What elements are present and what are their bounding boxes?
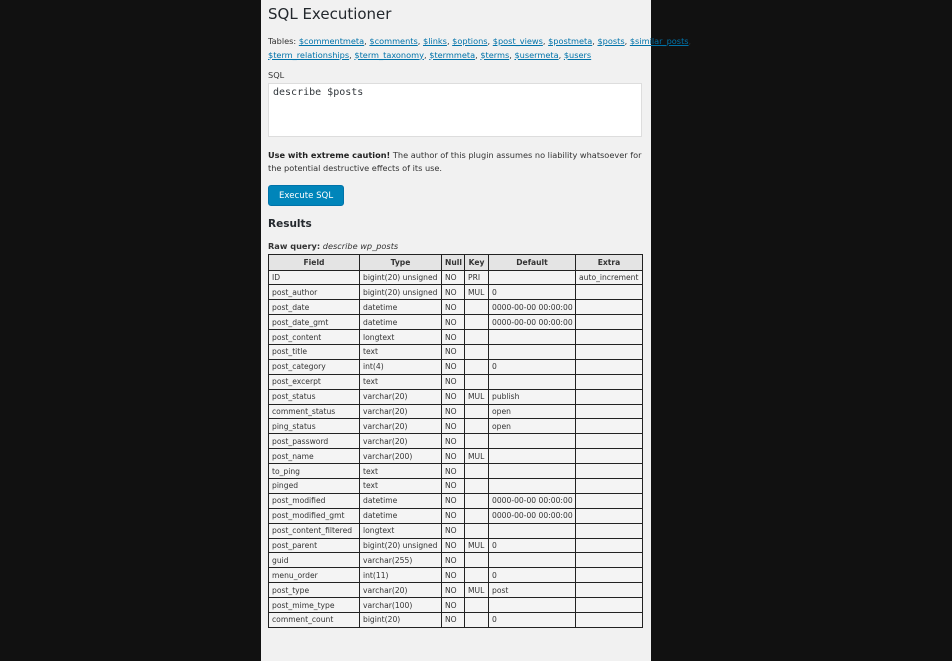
- table-cell: auto_increment: [576, 270, 643, 285]
- table-link[interactable]: $usermeta: [514, 49, 559, 60]
- table-cell: ping_status: [269, 419, 360, 434]
- table-cell: varchar(100): [360, 598, 442, 613]
- table-cell: MUL: [465, 449, 489, 464]
- table-link[interactable]: $users: [563, 49, 592, 60]
- table-cell: [576, 568, 643, 583]
- table-cell: NO: [442, 434, 465, 449]
- table-cell: post_modified_gmt: [269, 508, 360, 523]
- table-row: [269, 285, 643, 300]
- results-body: [269, 270, 643, 627]
- raw-query-value: describe wp_posts: [322, 241, 399, 251]
- table-cell: [465, 404, 489, 419]
- table-cell: [576, 612, 643, 627]
- column-header: Extra: [576, 255, 643, 271]
- table-cell: varchar(200): [360, 449, 442, 464]
- results-header-row: [269, 255, 643, 271]
- table-cell: NO: [442, 330, 465, 345]
- table-cell: varchar(20): [360, 404, 442, 419]
- table-cell: NO: [442, 553, 465, 568]
- column-header: Null: [442, 255, 465, 271]
- table-cell: NO: [442, 344, 465, 359]
- table-cell: MUL: [465, 285, 489, 300]
- table-cell: NO: [442, 523, 465, 538]
- table-cell: [465, 493, 489, 508]
- table-cell: [576, 449, 643, 464]
- table-cell: longtext: [360, 330, 442, 345]
- table-cell: post_title: [269, 344, 360, 359]
- table-cell: datetime: [360, 315, 442, 330]
- table-link[interactable]: $term_taxonomy: [354, 49, 424, 60]
- table-cell: varchar(20): [360, 419, 442, 434]
- table-cell: [576, 344, 643, 359]
- table-link[interactable]: $post_views: [492, 36, 543, 46]
- table-row: [269, 270, 643, 285]
- table-cell: datetime: [360, 300, 442, 315]
- table-cell: varchar(20): [360, 583, 442, 598]
- table-cell: [465, 612, 489, 627]
- table-cell: 0000-00-00 00:00:00: [489, 493, 576, 508]
- table-cell: comment_status: [269, 404, 360, 419]
- results-heading: Results: [268, 218, 312, 230]
- table-row: [269, 583, 643, 598]
- table-cell: 0000-00-00 00:00:00: [489, 315, 576, 330]
- table-cell: MUL: [465, 538, 489, 553]
- table-row: [269, 419, 643, 434]
- table-row: [269, 523, 643, 538]
- table-cell: [576, 508, 643, 523]
- table-cell: [576, 419, 643, 434]
- table-cell: int(4): [360, 359, 442, 374]
- column-header: Type: [360, 255, 442, 271]
- table-row: [269, 315, 643, 330]
- table-cell: [465, 315, 489, 330]
- table-cell: text: [360, 344, 442, 359]
- table-cell: post_content_filtered: [269, 523, 360, 538]
- table-links: [268, 36, 691, 60]
- table-cell: NO: [442, 612, 465, 627]
- table-row: [269, 330, 643, 345]
- table-link-separator: ,: [509, 49, 515, 60]
- table-cell: text: [360, 464, 442, 479]
- table-cell: datetime: [360, 493, 442, 508]
- table-cell: MUL: [465, 389, 489, 404]
- table-link[interactable]: $similar_posts: [629, 36, 689, 46]
- table-cell: [465, 434, 489, 449]
- table-link-separator: ,: [423, 49, 430, 60]
- table-cell: varchar(255): [360, 553, 442, 568]
- table-cell: post_password: [269, 434, 360, 449]
- table-row: [269, 553, 643, 568]
- table-cell: NO: [442, 478, 465, 493]
- table-cell: NO: [442, 464, 465, 479]
- table-cell: post_name: [269, 449, 360, 464]
- table-link-separator: ,: [349, 49, 355, 60]
- tables-prefix: Tables:: [268, 36, 297, 46]
- table-cell: [489, 598, 576, 613]
- table-cell: post_type: [269, 583, 360, 598]
- table-cell: post_date: [269, 300, 360, 315]
- table-row: [269, 449, 643, 464]
- table-row: [269, 389, 643, 404]
- table-cell: [489, 449, 576, 464]
- table-cell: bigint(20) unsigned: [360, 538, 442, 553]
- column-header: Field: [269, 255, 360, 271]
- table-cell: NO: [442, 404, 465, 419]
- table-cell: [489, 464, 576, 479]
- table-cell: [465, 598, 489, 613]
- table-cell: PRI: [465, 270, 489, 285]
- caution-text: The author of this plugin assumes no liability whatsoever for the potential destructive effects of its use.: [268, 150, 642, 173]
- table-cell: NO: [442, 419, 465, 434]
- table-cell: [489, 434, 576, 449]
- table-row: [269, 344, 643, 359]
- table-cell: [465, 508, 489, 523]
- table-row: [269, 508, 643, 523]
- caution-notice: [268, 149, 643, 175]
- table-cell: post: [489, 583, 576, 598]
- table-cell: [576, 553, 643, 568]
- raw-query-label: Raw query:: [268, 241, 321, 251]
- table-cell: to_ping: [269, 464, 360, 479]
- table-cell: [465, 568, 489, 583]
- table-cell: [576, 493, 643, 508]
- table-cell: NO: [442, 374, 465, 389]
- table-link-separator: ,: [487, 36, 493, 46]
- table-link[interactable]: $postmeta: [548, 36, 593, 46]
- table-cell: [489, 270, 576, 285]
- sql-label: SQL: [268, 70, 285, 80]
- table-cell: [576, 434, 643, 449]
- table-cell: bigint(20): [360, 612, 442, 627]
- table-cell: [576, 300, 643, 315]
- table-link-separator: ,: [475, 49, 481, 60]
- table-cell: MUL: [465, 583, 489, 598]
- table-cell: [465, 523, 489, 538]
- table-link[interactable]: $posts: [597, 36, 625, 46]
- table-cell: [576, 523, 643, 538]
- table-cell: bigint(20) unsigned: [360, 270, 442, 285]
- table-link-separator: ,: [688, 36, 692, 46]
- table-cell: [489, 553, 576, 568]
- page-title: SQL Executioner: [268, 5, 392, 23]
- results-table: [268, 254, 643, 628]
- table-cell: post_category: [269, 359, 360, 374]
- table-cell: [576, 538, 643, 553]
- table-row: [269, 478, 643, 493]
- table-cell: post_mime_type: [269, 598, 360, 613]
- table-cell: 0: [489, 285, 576, 300]
- table-cell: [465, 374, 489, 389]
- table-link-separator: ,: [542, 36, 549, 46]
- table-cell: varchar(20): [360, 389, 442, 404]
- caution-bold: Use with extreme caution!: [268, 150, 391, 160]
- table-cell: [576, 598, 643, 613]
- table-cell: longtext: [360, 523, 442, 538]
- table-link[interactable]: $term_relationships: [268, 49, 350, 60]
- table-cell: post_excerpt: [269, 374, 360, 389]
- column-header: Key: [465, 255, 489, 271]
- table-cell: 0: [489, 568, 576, 583]
- table-cell: int(11): [360, 568, 442, 583]
- table-cell: [576, 359, 643, 374]
- table-link-separator: ,: [417, 36, 423, 46]
- table-cell: open: [489, 419, 576, 434]
- table-cell: NO: [442, 508, 465, 523]
- table-cell: NO: [442, 568, 465, 583]
- table-row: [269, 434, 643, 449]
- table-cell: pinged: [269, 478, 360, 493]
- table-cell: [465, 344, 489, 359]
- table-cell: post_author: [269, 285, 360, 300]
- table-cell: [465, 553, 489, 568]
- column-header: Default: [489, 255, 576, 271]
- table-cell: [465, 330, 489, 345]
- table-cell: [465, 419, 489, 434]
- table-cell: post_status: [269, 389, 360, 404]
- table-link[interactable]: $termmeta: [429, 49, 476, 60]
- table-cell: text: [360, 478, 442, 493]
- table-row: [269, 538, 643, 553]
- table-row: [269, 612, 643, 627]
- table-link[interactable]: $commentmeta: [298, 36, 365, 46]
- table-cell: NO: [442, 493, 465, 508]
- table-cell: publish: [489, 389, 576, 404]
- table-cell: datetime: [360, 508, 442, 523]
- table-cell: guid: [269, 553, 360, 568]
- table-cell: post_modified: [269, 493, 360, 508]
- table-cell: [465, 478, 489, 493]
- table-row: [269, 300, 643, 315]
- table-cell: [576, 330, 643, 345]
- table-cell: [576, 389, 643, 404]
- table-cell: text: [360, 374, 442, 389]
- table-cell: [465, 300, 489, 315]
- table-cell: [465, 464, 489, 479]
- execute-sql-button[interactable]: Execute SQL: [268, 185, 344, 206]
- table-link-separator: ,: [558, 49, 564, 60]
- table-cell: [489, 374, 576, 389]
- table-cell: [489, 344, 576, 359]
- table-cell: NO: [442, 449, 465, 464]
- table-cell: varchar(20): [360, 434, 442, 449]
- table-cell: [489, 478, 576, 493]
- table-cell: [489, 330, 576, 345]
- table-link[interactable]: $options: [452, 36, 488, 46]
- sql-textarea[interactable]: describe $posts: [268, 83, 642, 137]
- sql-executioner-panel: [261, 0, 692, 661]
- table-link-separator: ,: [624, 36, 630, 46]
- table-row: [269, 359, 643, 374]
- table-cell: NO: [442, 359, 465, 374]
- table-link-separator: ,: [592, 36, 598, 46]
- table-cell: [576, 478, 643, 493]
- table-cell: [576, 583, 643, 598]
- table-link-separator: ,: [364, 36, 370, 46]
- table-cell: ID: [269, 270, 360, 285]
- table-cell: NO: [442, 598, 465, 613]
- raw-query: [268, 241, 643, 251]
- table-row: [269, 568, 643, 583]
- table-link[interactable]: $links: [422, 36, 447, 46]
- table-cell: post_parent: [269, 538, 360, 553]
- table-cell: [465, 359, 489, 374]
- table-cell: NO: [442, 583, 465, 598]
- table-row: [269, 404, 643, 419]
- table-cell: [576, 374, 643, 389]
- table-cell: post_date_gmt: [269, 315, 360, 330]
- table-cell: 0: [489, 538, 576, 553]
- table-cell: NO: [442, 538, 465, 553]
- table-row: [269, 374, 643, 389]
- table-cell: 0: [489, 612, 576, 627]
- table-link[interactable]: $terms: [480, 49, 510, 60]
- table-cell: post_content: [269, 330, 360, 345]
- table-cell: menu_order: [269, 568, 360, 583]
- table-cell: 0: [489, 359, 576, 374]
- table-row: [269, 598, 643, 613]
- table-cell: [576, 404, 643, 419]
- table-cell: NO: [442, 270, 465, 285]
- table-row: [269, 493, 643, 508]
- table-row: [269, 464, 643, 479]
- table-link-separator: ,: [446, 36, 453, 46]
- table-cell: [576, 315, 643, 330]
- table-cell: NO: [442, 315, 465, 330]
- table-cell: bigint(20) unsigned: [360, 285, 442, 300]
- table-cell: NO: [442, 300, 465, 315]
- table-cell: NO: [442, 389, 465, 404]
- table-cell: [576, 285, 643, 300]
- table-link[interactable]: $comments: [369, 36, 418, 46]
- table-cell: 0000-00-00 00:00:00: [489, 300, 576, 315]
- tables-list: [268, 35, 692, 62]
- table-cell: NO: [442, 285, 465, 300]
- table-cell: [489, 523, 576, 538]
- table-cell: comment_count: [269, 612, 360, 627]
- table-cell: [576, 464, 643, 479]
- table-cell: open: [489, 404, 576, 419]
- table-cell: 0000-00-00 00:00:00: [489, 508, 576, 523]
